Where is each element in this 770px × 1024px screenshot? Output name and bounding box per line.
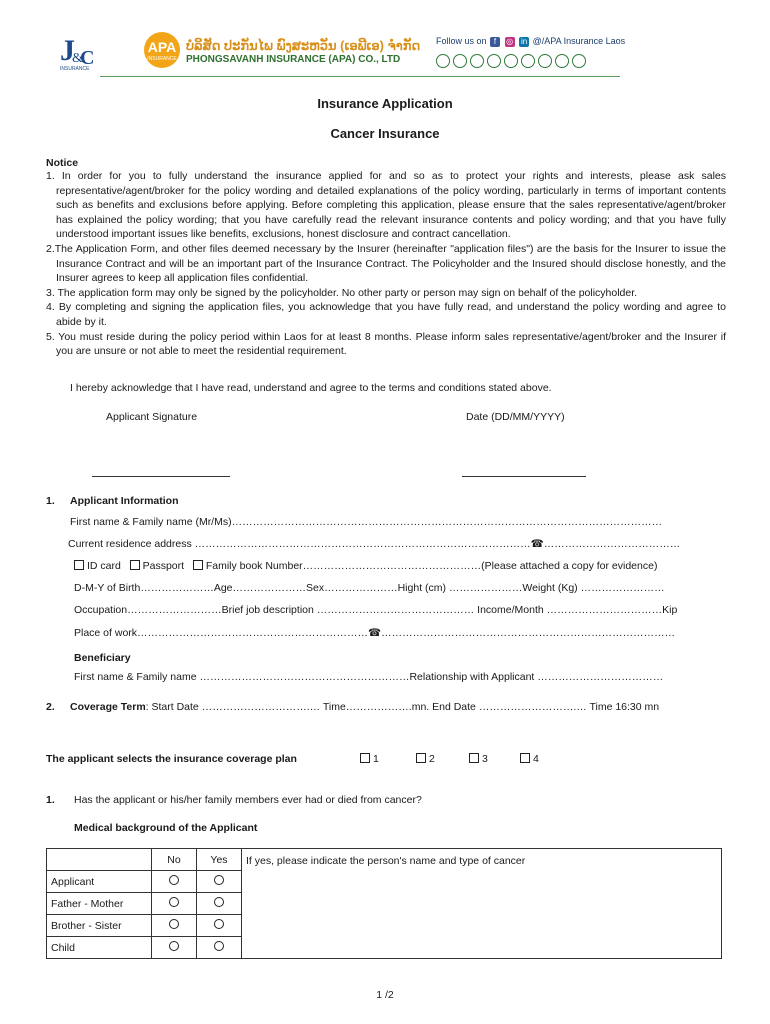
page-title: Insurance Application [317, 96, 453, 111]
col-yes-header: Yes [197, 849, 242, 871]
date-line[interactable] [462, 476, 586, 477]
row-label: Applicant [47, 871, 152, 893]
yes-radio[interactable] [214, 941, 224, 951]
accident-icon [521, 54, 535, 68]
id-card-checkbox[interactable] [74, 560, 84, 570]
plan-option-1[interactable] [360, 752, 379, 766]
family-book-label[interactable]: Family book Number……………………………………………(Please attached a copy for evidence) [205, 560, 658, 572]
beneficiary-row[interactable]: First name & Family name ……………………………………………………Relationship with Applicant ……………………………… [74, 671, 664, 683]
follow-text: Follow us on [436, 36, 487, 46]
no-radio-cell[interactable] [152, 893, 197, 915]
notice-item: 1. In order for you to fully understand the insurance applied for and so as to protect your rights and interests, please ask sales representative/agent/broker for the policy wording and detailed explanations of the policy wording, particularly in terms of important contents such as benefits and exclusions before applying. Before completing this application, please ensure that the sales representative/agent/broker has explained the policy wording; that you have carefully read the relevant insurance contents and policy wording; and that you have fully understood important issues like benefits, exclusions, honest disclosure and contract cancellation. [46, 170, 726, 241]
social-bar [436, 36, 625, 47]
plan-4-label: 4 [533, 753, 539, 765]
engineering-icon [572, 54, 586, 68]
signature-line[interactable] [92, 476, 230, 477]
no-radio-cell[interactable] [152, 937, 197, 959]
instagram-icon[interactable]: ◎ [506, 36, 514, 46]
id-card-label: ID card [87, 560, 121, 572]
section1-number: 1. [46, 495, 55, 507]
workplace-row[interactable]: Place of work…………………………………………………………☎………………………………………………………………………… [74, 627, 676, 639]
passport-label: Passport [142, 560, 185, 572]
plan-3-label: 3 [482, 753, 488, 765]
linkedin-icon[interactable]: in [520, 36, 528, 46]
company-name-en: PHONGSAVANH INSURANCE (APA) CO., LTD [186, 54, 401, 65]
notice-list [46, 169, 726, 359]
social-handle: @/APA Insurance Laos [532, 36, 626, 46]
header-divider [100, 76, 620, 77]
row-label: Brother - Sister [47, 915, 152, 937]
yes-radio[interactable] [214, 919, 224, 929]
coverage-term-row[interactable] [70, 700, 722, 714]
plan-question: The applicant selects the insurance coverage plan [46, 753, 297, 765]
medical-background-heading: Medical background of the Applicant [74, 822, 258, 834]
col-no-header: No [152, 849, 197, 871]
coverage-icons [436, 52, 589, 70]
plan-2-checkbox[interactable] [416, 753, 426, 763]
plan-4-checkbox[interactable] [520, 753, 530, 763]
id-type-row [74, 559, 657, 573]
car-icon [436, 54, 450, 68]
coverage-term-fields[interactable]: : Start Date ………………………….… Time……………….mn. End Date ……………………….… Time 16:30 mn [145, 701, 660, 713]
first-name-field[interactable]: First name & Family name (Mr/Ms)…………………………………………………………………………………………………………… [70, 516, 663, 528]
coverage-term-heading: Coverage Term [70, 701, 146, 713]
no-radio-cell[interactable] [152, 871, 197, 893]
no-radio[interactable] [169, 897, 179, 907]
apa-logo-sub: INSURANCE [147, 56, 177, 62]
section2-number: 2. [46, 701, 55, 713]
beneficiary-heading: Beneficiary [74, 652, 131, 664]
health-icon [453, 54, 467, 68]
no-radio[interactable] [169, 875, 179, 885]
passport-checkbox[interactable] [130, 560, 140, 570]
facebook-icon[interactable]: f [490, 37, 500, 47]
plan-1-checkbox[interactable] [360, 753, 370, 763]
row-label: Child [47, 937, 152, 959]
apa-logo-text: APA [147, 39, 177, 55]
notice-item: 2.The Application Form, and other files deemed necessary by the Insurer (hereinafter "application files") are the basis for the Insurer to issue the Insurance Contract and will be an important part of the Insurance Contract. The Policyholder and the Insured should disclose honestly, and the Insurer agrees to keep all application files confidential. [46, 242, 726, 285]
section1-heading: Applicant Information [70, 495, 179, 507]
address-field[interactable]: Current residence address ……………………………………………………………………………………☎………………………………… [68, 538, 681, 550]
plan-option-4[interactable] [520, 752, 539, 766]
life-icon [487, 54, 501, 68]
signature-label: Applicant Signature [106, 411, 198, 423]
col-detail-header: If yes, please indicate the person's name and type of cancer [246, 855, 526, 867]
travel-icon [470, 54, 484, 68]
yes-radio[interactable] [214, 897, 224, 907]
plan-option-2[interactable] [416, 752, 435, 766]
svg-text:C: C [80, 47, 95, 69]
table-header-blank [47, 849, 152, 871]
svg-text:&: & [72, 51, 83, 66]
page-subtitle: Cancer Insurance [330, 126, 440, 141]
notice-heading: Notice [46, 157, 79, 169]
details-cell[interactable] [242, 849, 722, 959]
yes-radio-cell[interactable] [197, 937, 242, 959]
no-radio[interactable] [169, 919, 179, 929]
fire-icon [538, 54, 552, 68]
jc-logo-sub: INSURANCE [60, 66, 90, 72]
notice-item: 3. The application form may only be signed by the policyholder. No other party or person may sign on behalf of the policyholder. [46, 286, 638, 299]
medical-background-table [46, 848, 722, 959]
birth-row[interactable]: D-M-Y of Birth…………………Age…………………Sex…………………Hight (cm) …………………Weight (Kg) …………………… [74, 582, 665, 594]
no-radio[interactable] [169, 941, 179, 951]
yes-radio-cell[interactable] [197, 893, 242, 915]
plan-2-label: 2 [429, 753, 435, 765]
acknowledge-text: I hereby acknowledge that I have read, understand and agree to the terms and conditions stated above. [70, 382, 552, 394]
family-book-checkbox[interactable] [193, 560, 203, 570]
notice-item: 4. By completing and signing the application files, you acknowledge that you have fully read, and understand the policy wording and agree to abide by it. [46, 301, 726, 328]
jc-logo [58, 30, 98, 74]
row-label: Father - Mother [47, 893, 152, 915]
svg-text:J: J [60, 34, 75, 67]
company-name-lao: ບໍລິສັດ ປະກັນໄພ ພົງສະຫວັນ (ເອພີເອ) ຈຳກັດ [186, 38, 421, 53]
cancer-question: Has the applicant or his/her family members ever had or died from cancer? [74, 794, 422, 806]
cargo-icon [555, 54, 569, 68]
yes-radio-cell[interactable] [197, 915, 242, 937]
apa-logo [144, 32, 180, 68]
page-number: 1 /2 [376, 989, 394, 1001]
question-number: 1. [46, 794, 55, 806]
plan-3-checkbox[interactable] [469, 753, 479, 763]
yes-radio-cell[interactable] [197, 871, 242, 893]
no-radio-cell[interactable] [152, 915, 197, 937]
notice-item: 5. You must reside during the policy period within Laos for at least 8 months. Please inform sales representative/agent/broker and the Insurer if you are unsure or not able to meet the residential requirement. [46, 330, 726, 358]
yes-radio[interactable] [214, 875, 224, 885]
occupation-row[interactable]: Occupation………………………Brief job description ……………………………………… Income/Month ……………………………Kip [74, 604, 678, 616]
plan-option-3[interactable] [469, 752, 488, 766]
date-label: Date (DD/MM/YYYY) [466, 411, 565, 423]
plan-1-label: 1 [373, 753, 379, 765]
table-header-row [47, 849, 722, 871]
property-icon [504, 54, 518, 68]
